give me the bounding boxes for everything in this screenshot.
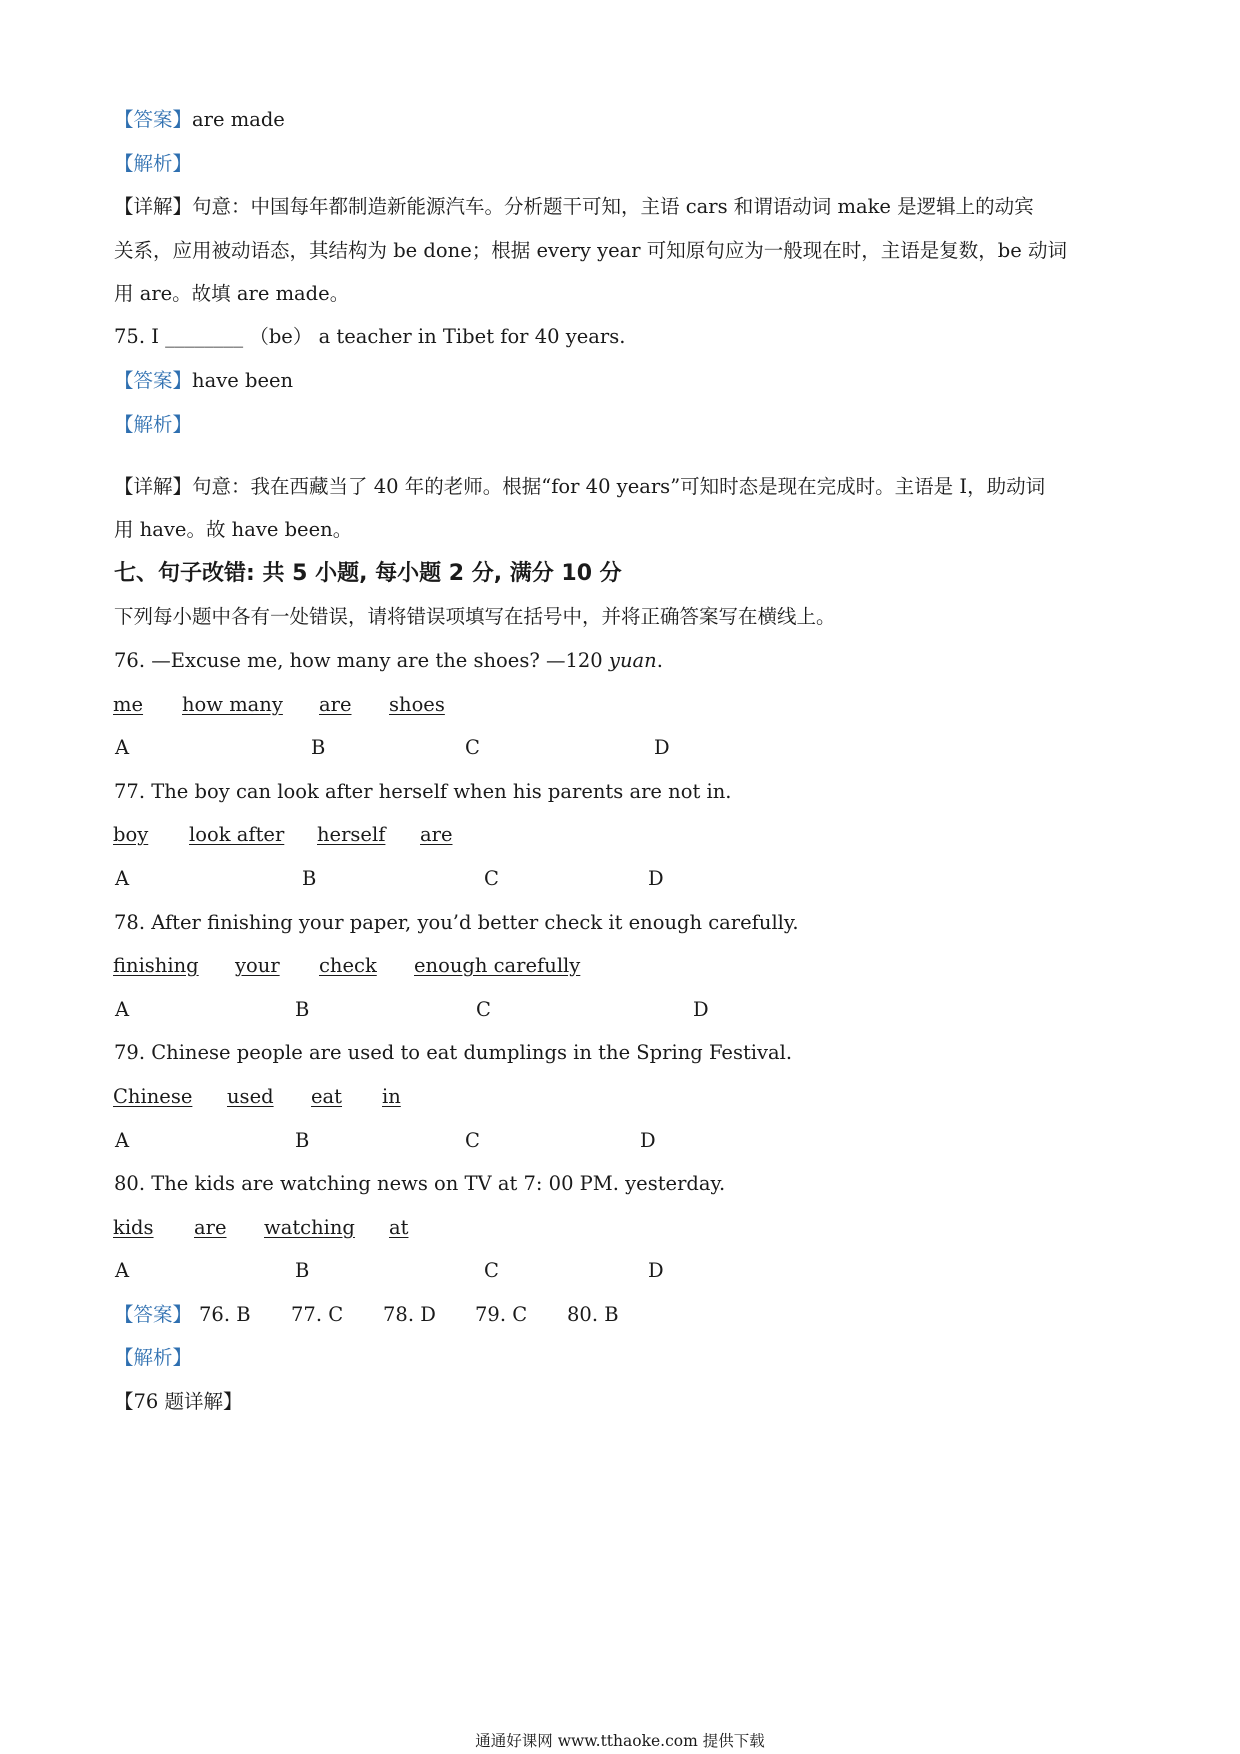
answers-line: [0, 1302, 1240, 1328]
q78-sentence: 78. After finishing your paper, you’d better check it enough carefully.: [114, 911, 799, 934]
q75-blank: ________: [165, 325, 244, 348]
q79-part-c: eat: [311, 1085, 343, 1108]
q74-detail-line-2: 关系，应用被动语态，其结构为 be done；根据 every year 可知原句应为一般现在时，主语是复数，be 动词: [114, 239, 1067, 262]
q79-part-a: Chinese: [113, 1085, 193, 1108]
answer-label: 【答案】: [114, 1303, 193, 1326]
q74-answer-line: [114, 107, 285, 133]
q75-answer-line: [114, 368, 293, 394]
answer-label: 【答案】: [114, 369, 193, 392]
q75-detail-line-2: 用 have。故 have been。: [114, 518, 353, 541]
analysis-label: 【解析】: [114, 1346, 193, 1369]
q76-part-c: are: [319, 693, 352, 716]
q77-part-d: are: [420, 823, 453, 846]
q78-part-b: your: [235, 954, 280, 977]
q80-letters: A B C D: [115, 1259, 664, 1282]
detail-76-heading: 【76 题详解】: [114, 1390, 243, 1413]
q75-analysis-label: 【解析】: [114, 413, 193, 436]
q75-question: 75. I ________ （be） a teacher in Tibet for 40 years.: [114, 325, 626, 348]
q76-part-d: shoes: [389, 693, 445, 716]
q74-answer: are made: [192, 108, 285, 131]
section-instruction: 下列每小题中各有一处错误，请将错误项填写在括号中，并将正确答案写在横线上。: [114, 605, 836, 628]
answer-76: 76. B: [199, 1303, 251, 1326]
q76-parts: [0, 692, 1240, 718]
q78-letters: A B C D: [115, 998, 709, 1021]
answer-label: 【答案】: [114, 108, 193, 131]
q77-parts: [0, 822, 1240, 848]
answer-77: 77. C: [291, 1303, 344, 1326]
q76-part-a: me: [113, 693, 144, 716]
q80-part-c: watching: [264, 1216, 355, 1239]
q77-part-a: boy: [113, 823, 149, 846]
detail-label: 【详解】: [114, 475, 193, 498]
q74-detail-line-1: 【详解】句意：中国每年都制造新能源汽车。分析题干可知，主语 cars 和谓语动词 make 是逻辑上的动宾: [114, 195, 1034, 218]
q77-part-b: look after: [189, 823, 285, 846]
detail-label: 【详解】: [114, 195, 193, 218]
q79-letters: A B C D: [115, 1129, 656, 1152]
q79-part-d: in: [382, 1085, 401, 1108]
q80-part-b: are: [194, 1216, 227, 1239]
q75-answer: have been: [192, 369, 294, 392]
answer-78: 78. D: [383, 1303, 436, 1326]
q80-parts: [0, 1215, 1240, 1241]
answer-79: 79. C: [475, 1303, 528, 1326]
answer-80: 80. B: [567, 1303, 619, 1326]
q77-letters: A B C D: [115, 867, 664, 890]
q74-detail-line-3: 用 are。故填 are made。: [114, 282, 350, 305]
q80-part-a: kids: [113, 1216, 154, 1239]
q75-detail-line-1: 【详解】句意：我在西藏当了 40 年的老师。根据“for 40 years”可知时态是现在完成时。主语是 I，助动词: [114, 475, 1046, 498]
q76-letters: A B C D: [115, 736, 670, 759]
q78-part-a: finishing: [113, 954, 199, 977]
q79-parts: [0, 1084, 1240, 1110]
q76-sentence: 76. —Excuse me, how many are the shoes? —120 yuan.: [114, 649, 663, 672]
q80-part-d: at: [389, 1216, 409, 1239]
q78-part-d: enough carefully: [414, 954, 581, 977]
q74-analysis-label: 【解析】: [114, 152, 193, 175]
page-footer: 通通好课网 www.tthaoke.com 提供下载: [475, 1732, 765, 1750]
q77-sentence: 77. The boy can look after herself when his parents are not in.: [114, 780, 732, 803]
q78-parts: [0, 953, 1240, 979]
q77-part-c: herself: [317, 823, 386, 846]
q75-hint: （be）: [249, 325, 313, 348]
q80-sentence: 80. The kids are watching news on TV at 7: 00 PM. yesterday.: [114, 1172, 726, 1195]
q76-part-b: how many: [182, 693, 283, 716]
q79-part-b: used: [227, 1085, 274, 1108]
q79-sentence: 79. Chinese people are used to eat dumplings in the Spring Festival.: [114, 1041, 793, 1064]
q78-part-c: check: [319, 954, 377, 977]
section-title: 七、句子改错: 共 5 小题, 每小题 2 分, 满分 10 分: [114, 561, 622, 586]
